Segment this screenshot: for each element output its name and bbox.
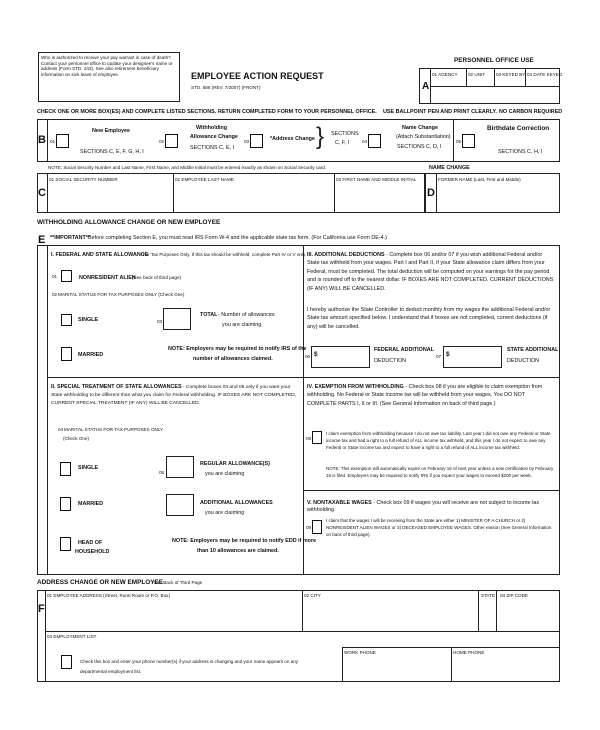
zip-code-field[interactable]: 03 ZIP CODE bbox=[500, 593, 528, 598]
total-allowances-field[interactable] bbox=[163, 308, 191, 330]
marital-status-2: MARITAL STATUS FOR TAX PURPOSES ONLY bbox=[64, 427, 164, 432]
name-change-sections: SECTIONS C, D, I bbox=[397, 144, 442, 150]
section-e-header: WITHHOLDING ALLOWANCE CHANGE OR NEW EMPLOYEE bbox=[37, 219, 221, 226]
exemption-note: NOTE: This exemption will automatically expire on February 15 of next year unless a new certification by February 15 is filed. Employers may be required to notify IRS if you expect your wages to exceed $200 per week. bbox=[326, 466, 554, 478]
section-c-letter: C bbox=[38, 187, 46, 199]
agency-field[interactable]: 01 AGENCY bbox=[432, 72, 458, 77]
nontaxable-wages-checkbox[interactable] bbox=[312, 520, 322, 534]
address-change-checkbox[interactable] bbox=[250, 134, 263, 148]
part-iii-text: III. ADDITIONAL DEDUCTIONS - Complete box 06 and/or 07 if you wish additional Federal and/or State tax withheld from your wages. Part I and Part II, if your State allowance claim differs from your Federal, must be completed. The total deduction will be computed on your earnings for the pay period and is rounded off to the nearest dollar. IF BOXES ARE NOT COMPLETED, CURRENT DEDUCTIONS (IF ANY) WILL BE CANCELLED. bbox=[307, 252, 554, 292]
former-name-field[interactable]: FORMER NAME (Last, First and Middle) bbox=[438, 177, 521, 182]
part-i-title: I. FEDERAL AND STATE ALLOWANCE bbox=[51, 252, 149, 258]
employment-list-label: 04 EMPLOYMENT LIST bbox=[47, 634, 97, 639]
marital-status-1: MARITAL STATUS FOR TAX PURPOSES ONLY (Check One) bbox=[58, 292, 185, 297]
part-ii-text: II. SPECIAL TREATMENT OF STATE ALLOWANCES - Complete boxes 03 and 05 only if you want your State withholding to be different than what you claim for Federal withholding. IF BOXES ARE NOT COMPLETED, CURRENT SPECIAL TREATMENT (IF ANY) WILL BE CANCELLED. bbox=[51, 384, 297, 406]
head-of-household-checkbox[interactable] bbox=[60, 537, 71, 551]
single-checkbox-1[interactable] bbox=[61, 314, 72, 326]
section-b-letter: B bbox=[38, 134, 46, 146]
additional-allowances-field[interactable] bbox=[166, 494, 194, 516]
section-c-note: NOTE: Social Security Number and Last Name, First Name, and Middle Initial must be entered exactly as shown on Social Security card. bbox=[48, 165, 327, 170]
section-d-header: NAME CHANGE bbox=[429, 165, 470, 171]
address-change-label: *Address Change bbox=[270, 136, 315, 142]
new-employee-checkbox[interactable] bbox=[56, 134, 69, 148]
part-iii-authorize: I hereby authorize the State Controller to deduct monthly from my wages the additional Federal and/or State tax amount specified below. I understand that if boxes are not completed, current deductions (if any) will be cancelled. bbox=[307, 307, 551, 330]
section-d-letter: D bbox=[427, 187, 435, 199]
check-one-instruction: CHECK ONE OR MORE BOX(ES) AND COMPLETE LISTED SECTIONS. bbox=[37, 109, 217, 115]
state-deduction-field[interactable] bbox=[443, 346, 502, 368]
last-name-field[interactable]: 02 EMPLOYEE LAST NAME bbox=[175, 177, 234, 182]
personnel-office-use: PERSONNEL OFFICE USE bbox=[454, 57, 534, 64]
name-change-checkbox[interactable] bbox=[368, 134, 381, 148]
single-checkbox-2[interactable] bbox=[60, 462, 71, 476]
regular-allowances-field[interactable] bbox=[166, 456, 194, 478]
section-f-header: ADDRESS CHANGE OR NEW EMPLOYEE bbox=[37, 579, 164, 586]
work-phone-field[interactable]: WORK PHONE bbox=[344, 650, 376, 655]
nonresident-alien-label: NONRESIDENT ALIEN bbox=[79, 275, 136, 281]
section-a-letter: A bbox=[422, 81, 430, 92]
nontaxable-claim: I claim that the wages I will be receiving from the State are either 1) MINISTER OF A CHURCH or 2) NONRESIDENT ALIEN WAGES or 3) DECEASED EMPLOYEE WAGES. Other reason (See General Information on back of third page). bbox=[326, 518, 552, 537]
withholding-change-checkbox[interactable] bbox=[165, 134, 178, 148]
section-f-see-back: *See Back of Third Page bbox=[152, 580, 203, 585]
note-irs: NOTE: Employers may be required to notify IRS of the bbox=[168, 346, 307, 352]
married-checkbox-1[interactable] bbox=[61, 347, 72, 361]
keyed-by-field[interactable]: 03 KEYED BY bbox=[496, 72, 526, 77]
city-field[interactable]: 02 CITY bbox=[304, 593, 321, 598]
new-employee-label: New Employee bbox=[92, 128, 131, 134]
nonresident-alien-checkbox[interactable] bbox=[61, 270, 72, 282]
note-edd: NOTE: Employers may be required to notify EDD if more bbox=[172, 538, 317, 544]
exemption-checkbox[interactable] bbox=[312, 431, 322, 444]
important-text: Before completing Section E, you must read IRS Form W-4 and the applicable state tax form. (For California use Form DE-4.) bbox=[88, 235, 387, 241]
first-name-field[interactable]: 03 FIRST NAME AND MIDDLE INITIAL bbox=[336, 177, 417, 182]
part-v-text: V. NONTAXABLE WAGES - Check box 09 if wages you will receive are not subject to income tax withholding. bbox=[307, 500, 540, 513]
employee-address-field[interactable]: 01 EMPLOYEE ADDRESS (Street, Rural Route or P.O. Box) bbox=[47, 593, 170, 598]
new-employee-sections: SECTIONS C, E, F, G, H, I bbox=[80, 149, 144, 155]
no-carbon-instruction: NO CARBON REQUIRED bbox=[499, 109, 563, 115]
date-keyed-field[interactable]: 04 DATE KEYED bbox=[527, 72, 563, 77]
designee-note: Who is authorized to receive your pay warrant in case of death? Contact your personnel office to update your designee's name or address (Form STD. 243). See also retirement beneficiary information on sick leave of employee. bbox=[41, 55, 173, 78]
ballpoint-instruction: USE BALLPOINT PEN AND PRINT CLEARLY. bbox=[383, 109, 498, 115]
section-e-letter: E bbox=[38, 234, 46, 246]
part-i-sub: - For Tax Purposes Only. If this tax should be withheld, complete Part IV or V only. bbox=[140, 252, 307, 257]
unit-field[interactable]: 02 UNIT bbox=[468, 72, 486, 77]
married-checkbox-2[interactable] bbox=[60, 497, 71, 511]
return-instruction: RETURN COMPLETED FORM TO YOUR PERSONNEL OFFICE. bbox=[218, 109, 377, 115]
state-field[interactable]: STATE bbox=[481, 593, 496, 598]
part-iv-text: IV. EXEMPTION FROM WITHHOLDING - Check box 08 if you are eligible to claim exemption from withholding. No Federal or State income tax will be withheld from your wages. You DO NOT COMPLETE PARTS I, II or III. (See General Information on back of third page.) bbox=[307, 384, 543, 407]
section-f-letter: F bbox=[38, 603, 45, 615]
home-phone-field[interactable]: HOME PHONE bbox=[453, 650, 485, 655]
withholding-sections: SECTIONS C, E, I bbox=[190, 145, 235, 151]
birthdate-sections: SECTIONS C, H, I bbox=[498, 149, 543, 155]
exemption-claim: I claim exemption from withholding because I do not owe tax liability. Last year I did not owe any Federal or State income tax and had a right to a full refund of ALL income tax withheld, and this year I do not expect to owe any Federal or State income tax and expect to have a right to a full refund of ALL income tax withheld. bbox=[326, 431, 551, 450]
brace-icon: } bbox=[316, 123, 325, 150]
important-label: **IMPORTANT** bbox=[50, 235, 91, 241]
form-number: STD. 686 (REV. 7/2007) (FRONT) bbox=[191, 85, 261, 90]
form-title: EMPLOYEE ACTION REQUEST bbox=[191, 71, 324, 81]
employment-list-checkbox[interactable] bbox=[61, 655, 72, 669]
birthdate-correction-checkbox[interactable] bbox=[462, 134, 475, 148]
ssn-field[interactable]: 01 SOCIAL SECURITY NUMBER bbox=[49, 177, 118, 182]
federal-deduction-field[interactable] bbox=[311, 346, 370, 368]
